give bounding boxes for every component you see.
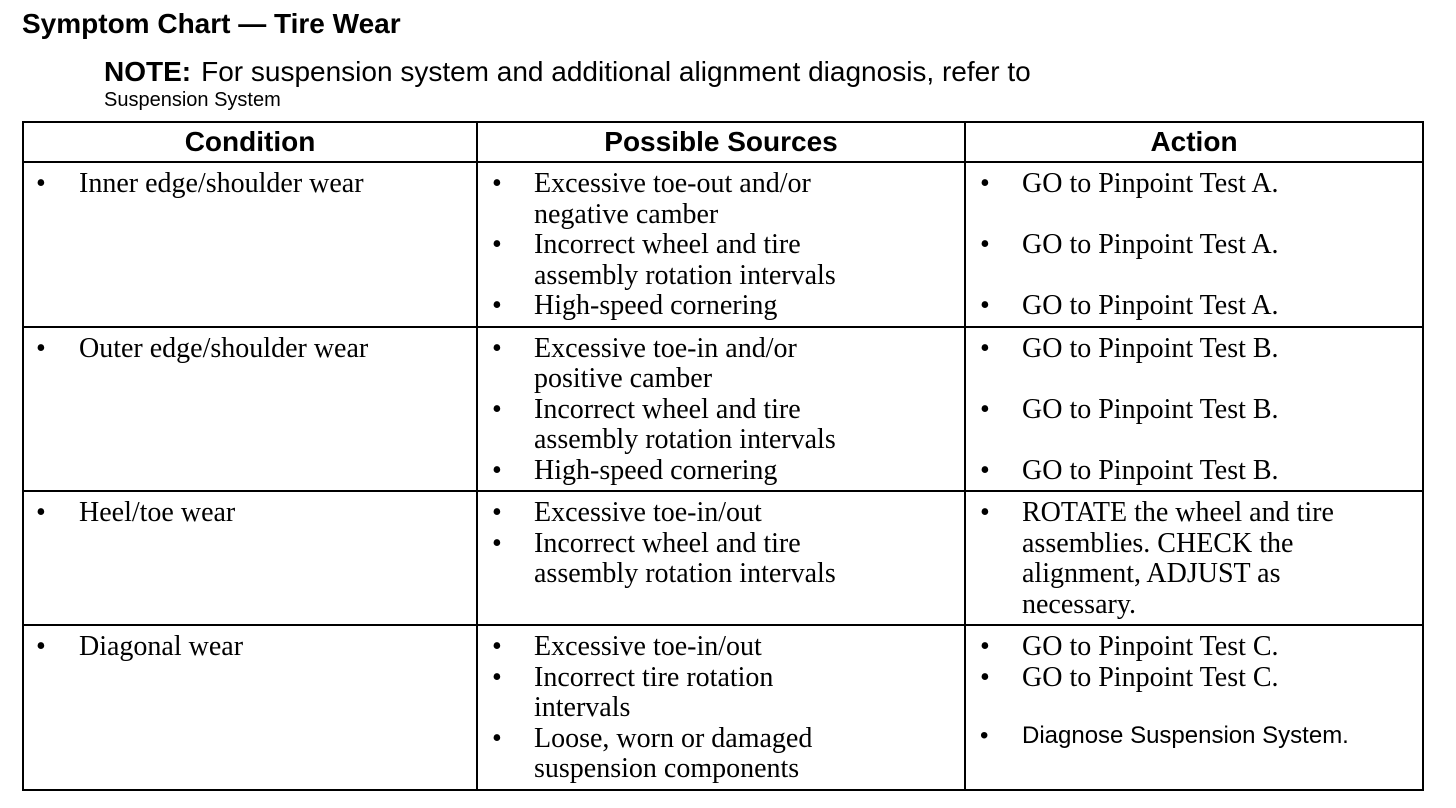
bullet: • [36, 497, 46, 528]
list-item: • Excessive toe-out and/or negative camber [492, 168, 811, 230]
list-item: • GO to Pinpoint Test C. [980, 661, 1279, 693]
list-item: • GO to Pinpoint Test A. [980, 229, 1279, 260]
symptom-chart-table [22, 121, 1424, 791]
sources-cell [477, 162, 965, 327]
list-item [966, 721, 1422, 752]
bullet: • [980, 631, 990, 662]
list-item: • Loose, worn or damaged suspension components [492, 722, 813, 784]
action-cell [965, 162, 1423, 327]
header-action: Action [965, 122, 1423, 162]
bullet: • [980, 722, 989, 749]
action-cell [965, 491, 1423, 625]
list-item: • Incorrect wheel and tire assembly rotation intervals [492, 229, 836, 291]
bullet: • [492, 722, 502, 754]
list-item: • High-speed cornering [492, 454, 778, 486]
bullet: • [980, 229, 990, 260]
bullet: • [980, 168, 990, 199]
table-row [23, 491, 1423, 625]
action-cell [965, 625, 1423, 790]
bullet: • [492, 168, 502, 199]
list-item: • High-speed cornering [492, 290, 778, 321]
condition-cell [23, 327, 477, 492]
sources-cell [477, 625, 965, 790]
bullet: • [36, 332, 46, 364]
list-item: • Heel/toe wear [36, 497, 236, 528]
chart-title: Symptom Chart — Tire Wear [22, 8, 401, 39]
list-item: • Excessive toe-in and/or positive camber [492, 332, 797, 394]
diagnose-suspension-link[interactable]: Diagnose Suspension System. [1022, 722, 1349, 749]
list-item: • GO to Pinpoint Test B. [980, 454, 1279, 486]
bullet: • [492, 631, 502, 662]
note-text: For suspension system and additional alignment diagnosis, refer to [201, 56, 1031, 87]
bullet: • [980, 661, 990, 693]
list-item: • Incorrect tire rotation intervals [492, 661, 774, 723]
header-possible-sources: Possible Sources [477, 122, 965, 162]
header-row [23, 122, 1423, 162]
bullet: • [492, 332, 502, 364]
bullet: • [980, 332, 990, 364]
bullet: • [980, 497, 990, 528]
list-item: • Diagonal wear [36, 631, 244, 662]
suspension-system-link[interactable]: Suspension System [104, 89, 281, 111]
header-condition: Condition [23, 122, 477, 162]
bullet: • [36, 168, 46, 199]
bullet: • [492, 290, 502, 321]
list-item: • Inner edge/shoulder wear [36, 168, 364, 199]
condition-cell [23, 162, 477, 327]
list-item: • Incorrect wheel and tire assembly rotation intervals [492, 527, 836, 589]
table-row [23, 327, 1423, 492]
bullet: • [492, 661, 502, 693]
condition-cell [23, 625, 477, 790]
bullet: • [980, 290, 990, 321]
list-item: • GO to Pinpoint Test B. [980, 332, 1279, 364]
bullet: • [492, 497, 502, 528]
bullet: • [492, 527, 502, 559]
list-item: • GO to Pinpoint Test A. [980, 290, 1279, 321]
bullet: • [980, 454, 990, 486]
list-item: • GO to Pinpoint Test A. [980, 168, 1279, 199]
note-label: NOTE: [104, 56, 192, 87]
bullet: • [492, 229, 502, 260]
sources-cell [477, 327, 965, 492]
action-cell [965, 327, 1423, 492]
bullet: • [492, 454, 502, 486]
note [104, 55, 1031, 89]
condition-cell [23, 491, 477, 625]
bullet: • [36, 631, 46, 662]
list-item: • ROTATE the wheel and tire assemblies. CHECK the alignment, ADJUST as necessary. [980, 497, 1334, 620]
bullet: • [980, 393, 990, 425]
list-item: • Outer edge/shoulder wear [36, 332, 369, 364]
table-row [23, 162, 1423, 327]
list-item: • Incorrect wheel and tire assembly rotation intervals [492, 393, 836, 455]
sources-cell [477, 491, 965, 625]
bullet: • [492, 393, 502, 425]
list-item: • GO to Pinpoint Test C. [980, 631, 1279, 662]
list-item: • Excessive toe-in/out [492, 497, 762, 528]
list-item: • Excessive toe-in/out [492, 631, 762, 662]
table-row [23, 625, 1423, 790]
list-item: • GO to Pinpoint Test B. [980, 393, 1279, 425]
